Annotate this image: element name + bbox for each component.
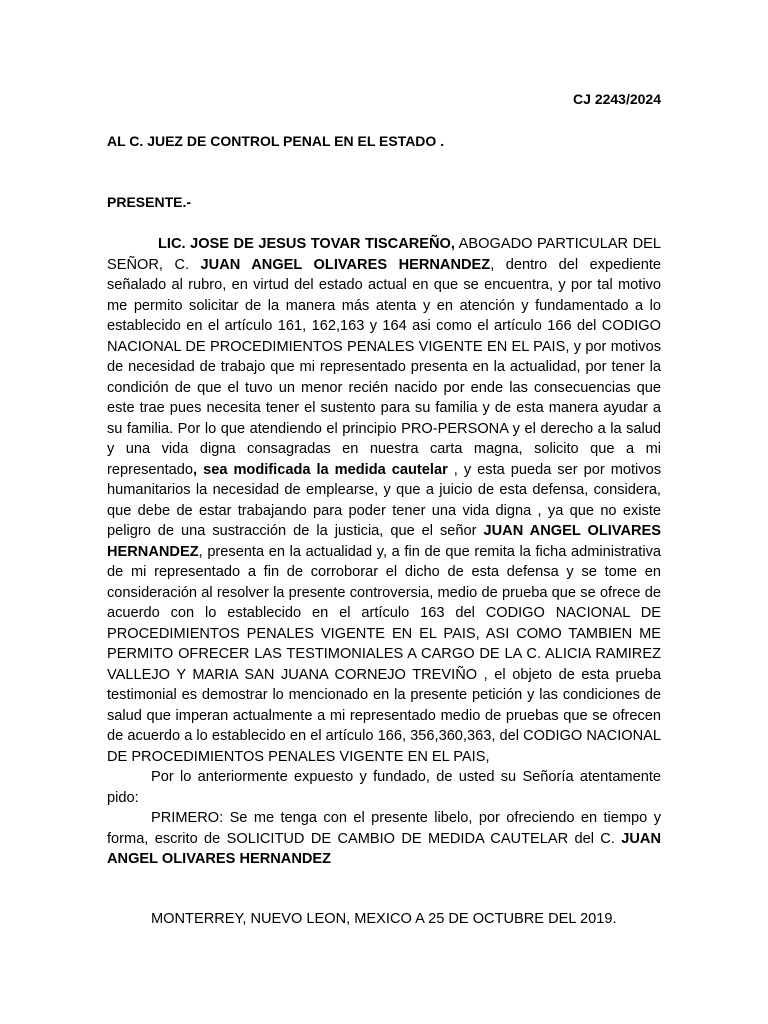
paragraph-first-point — [107, 808, 661, 870]
client-name: JUAN ANGEL OLIVARES HERNANDEZ — [200, 256, 491, 273]
paragraph-text: , y esta pueda ser por motivos humanitarios la necesidad de emplearse, y que a juicio de esta defensa, considera, que debe de estar trabajando para poder tener una vida digna , ya que no existe peligro de una sustracción de la justicia, que el señor — [107, 461, 662, 539]
client-name: JUAN ANGEL OLIVARES HERNANDEZ — [107, 830, 661, 867]
paragraph-text: PRIMERO: Se me tenga con el presente libelo, por ofreciendo en tiempo y forma, escrito de SOLICITUD DE CAMBIO DE MEDIDA CAUTELAR del C. — [107, 810, 661, 847]
client-name: JUAN ANGEL OLIVARES HERNANDEZ — [107, 523, 661, 560]
case-number: CJ 2243/2024 — [573, 91, 661, 107]
paragraph-main — [107, 234, 661, 767]
addressee-line: AL C. JUEZ DE CONTROL PENAL EN EL ESTADO . — [107, 133, 445, 149]
paragraph-petition: Por lo anteriormente expuesto y fundado, de usted su Señoría atentamente pido: — [107, 769, 661, 806]
lawyer-name: LIC. JOSE DE JESUS TOVAR TISCAREÑO, — [158, 236, 455, 252]
document-body — [107, 234, 661, 870]
paragraph-text: , presenta en la actualidad y, a fin de que remita la ficha administrativa de mi representado a fin de corroborar el dicho de esta defensa y se tome en consideración al resolver la presente controversia, medio de prueba que se ofrece de acuerdo con lo establecido en el artículo 163 del CODIGO NACIONAL DE PROCEDIMIENTOS PENALES VIGENTE EN EL PAIS, ASI COMO TAMBIEN ME PERMITO OFRECER LAS TESTIMONIALES A CARGO DE LA C. ALICIA RAMIREZ VALLEJO Y MARIA SAN JUANA CORNEJO TREVIÑO , el objeto de esta prueba testimonial es demostrar lo mencionado en la presente petición y las condiciones de salud que imperan actualmente a mi representado medio de pruebas que se ofrecen de acuerdo a lo establecido en el artículo 166, 356,360,363, del CODIGO NACIONAL DE PROCEDIMIENTOS PENALES VIGENTE EN EL PAIS, — [107, 543, 661, 765]
request-text: , sea modificada la medida cautelar — [193, 461, 448, 478]
salutation: PRESENTE.- — [107, 194, 192, 210]
place-date-line: MONTERREY, NUEVO LEON, MEXICO A 25 DE OCTUBRE DEL 2019. — [151, 911, 617, 927]
paragraph-text: , dentro del expediente señalado al rubro, en virtud del estado actual en que se encuentra, y por tal motivo me permito solicitar de la manera más atenta y en atención y fundamentado a lo establecido en el artículo 161, 162,163 y 164 asi como el artículo 166 del CODIGO NACIONAL DE PROCEDIMIENTOS PENALES VIGENTE EN EL PAIS, y por motivos de necesidad de trabajo que mi representado presenta en la actualidad, por tener la condición de que el tuvo un menor recién nacido por ende las consecuencias que este trae pues necesita tener el sustento para su familia y de esta manera ayudar a su familia. Por lo que atendiendo el principio PRO-PERSONA y el derecho a la salud y una vida digna consagradas en nuestra carta magna, solicito que a mi representado — [107, 256, 661, 478]
paragraph-text: ABOGADO PARTICULAR DEL SEÑOR, C. — [107, 236, 662, 273]
